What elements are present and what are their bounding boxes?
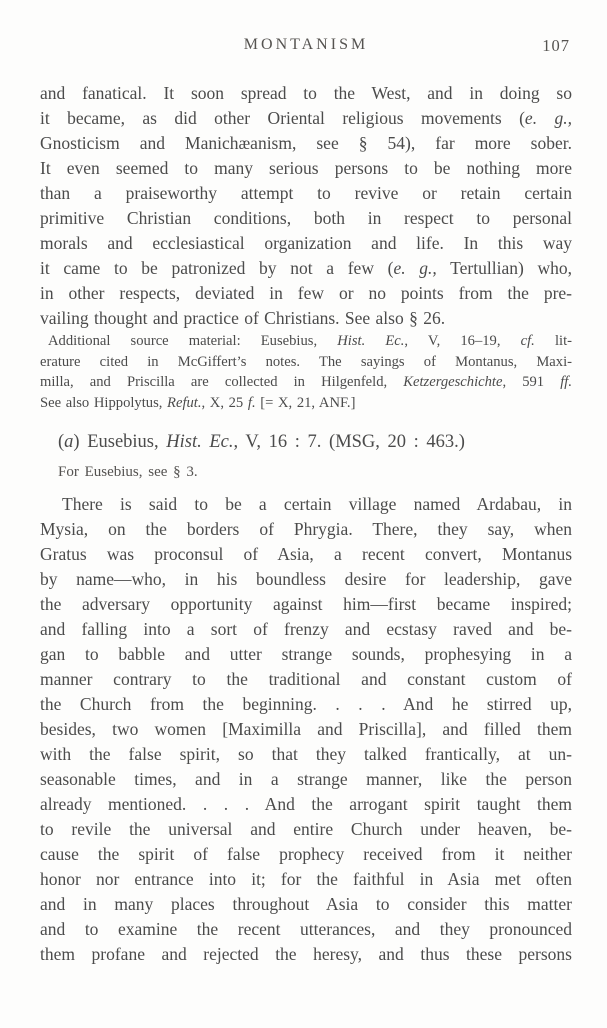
text-segment: lit- bbox=[534, 333, 572, 349]
italic-text: Refut. bbox=[167, 394, 202, 411]
book-page bbox=[0, 36, 607, 967]
italic-text: Ketzergeschichte bbox=[403, 374, 503, 390]
text-line bbox=[40, 181, 572, 206]
text-line bbox=[40, 281, 572, 306]
text-segment: cause the spirit of false prophecy received from it neither bbox=[40, 844, 572, 864]
text-segment: honor nor entrance into it; for the faithful in Asia met often bbox=[40, 869, 572, 889]
text-segment: Gnosticism and Manichæanism, see § 54), far more sober. bbox=[40, 133, 572, 153]
text-segment: For Eusebius, see § 3. bbox=[58, 464, 198, 480]
italic-text: a bbox=[64, 432, 74, 452]
text-segment: , 591 bbox=[502, 374, 561, 390]
text-segment: Mysia, on the borders of Phrygia. There, they say, when bbox=[40, 519, 572, 539]
text-segment: There is said to be a certain village named Ardabau, in bbox=[62, 494, 572, 514]
text-segment: seasonable times, and in a strange manner, like the person bbox=[40, 769, 572, 789]
text-segment: in other respects, deviated in few or no points from the pre- bbox=[40, 283, 572, 303]
italic-text: cf. bbox=[520, 333, 535, 349]
text-segment: , X, 25 bbox=[201, 394, 248, 411]
text-line bbox=[40, 517, 572, 542]
text-line bbox=[40, 592, 572, 617]
italic-text: Hist. Ec. bbox=[337, 333, 405, 349]
text-segment: primitive Christian conditions, both in respect to personal bbox=[40, 208, 572, 228]
text-segment: and to examine the recent utterances, and they pronounced bbox=[40, 919, 572, 939]
italic-text: f. bbox=[247, 394, 256, 411]
text-line bbox=[40, 372, 572, 393]
italic-text: ff. bbox=[560, 374, 572, 390]
text-line bbox=[40, 256, 572, 281]
text-line bbox=[40, 742, 572, 767]
text-segment: erature cited in McGiffert’s notes. The sayings of Montanus, Maxi- bbox=[40, 353, 572, 370]
text-line bbox=[40, 106, 572, 131]
text-line bbox=[40, 942, 572, 967]
text-line bbox=[40, 567, 572, 592]
text-line bbox=[40, 393, 572, 414]
text-segment: and fanatical. It soon spread to the West, and in doing so bbox=[40, 83, 572, 103]
text-segment: , V, 16 : 7. (MSG, 20 : 463.) bbox=[233, 432, 465, 452]
text-segment: them profane and rejected the heresy, and thus these persons bbox=[40, 944, 572, 964]
text-segment: milla, and Priscilla are collected in Hilgenfeld, bbox=[40, 374, 404, 390]
text-line bbox=[40, 131, 572, 156]
text-line bbox=[40, 352, 572, 373]
text-segment: Additional source material: Eusebius, bbox=[48, 333, 338, 349]
text-segment: by name—who, in his boundless desire for leadership, gave bbox=[40, 569, 572, 589]
text-line bbox=[40, 231, 572, 256]
text-segment: Gratus was proconsul of Asia, a recent convert, Montanus bbox=[40, 544, 572, 564]
text-segment: ) Eusebius, bbox=[73, 432, 167, 452]
text-segment: morals and ecclesiastical organization and life. In this way bbox=[40, 233, 572, 253]
text-segment: See also Hippolytus, bbox=[40, 394, 168, 411]
text-line bbox=[40, 692, 572, 717]
text-segment: besides, two women [Maximilla and Priscilla], and filled them bbox=[40, 719, 572, 739]
italic-text: Hist. Ec. bbox=[166, 432, 234, 452]
italic-text: e. g., bbox=[524, 108, 572, 128]
text-segment: it became, as did other Oriental religious movements ( bbox=[40, 108, 525, 128]
eusebius-note bbox=[40, 462, 572, 482]
text-segment: to revile the universal and entire Church under heaven, be- bbox=[40, 819, 572, 839]
text-segment: already mentioned. . . . And the arrogant spirit taught them bbox=[40, 794, 572, 814]
intro-paragraph bbox=[40, 81, 572, 331]
text-segment: and in many places throughout Asia to consider this matter bbox=[40, 894, 572, 914]
text-segment: manner contrary to the traditional and constant custom of bbox=[40, 669, 572, 689]
page-title: MONTANISM bbox=[243, 36, 369, 53]
page-number: 107 bbox=[542, 36, 570, 55]
text-line bbox=[40, 492, 572, 517]
text-segment: gan to babble and utter strange sounds, prophesying in a bbox=[40, 644, 572, 664]
text-line bbox=[40, 331, 572, 352]
text-segment: it came to be patronized by not a few ( bbox=[40, 258, 394, 278]
text-line bbox=[40, 617, 572, 642]
text-segment: Tertullian) who, bbox=[436, 258, 572, 278]
text-segment: , V, 16–19, bbox=[404, 333, 521, 349]
text-segment: vailing thought and practice of Christians. See also § 26. bbox=[40, 308, 446, 328]
text-line bbox=[40, 156, 572, 181]
source-note-paragraph bbox=[40, 331, 572, 413]
text-line bbox=[40, 767, 572, 792]
text-line bbox=[40, 792, 572, 817]
text-line bbox=[40, 717, 572, 742]
text-line bbox=[40, 817, 572, 842]
section-heading bbox=[40, 429, 572, 455]
text-segment: It even seemed to many serious persons to be nothing more bbox=[40, 158, 572, 178]
text-segment: [= X, 21, ANF.] bbox=[255, 394, 356, 411]
text-segment: with the false spirit, so that they talked frantically, at un- bbox=[40, 744, 572, 764]
text-line bbox=[40, 206, 572, 231]
text-segment: and falling into a sort of frenzy and ecstasy raved and be- bbox=[40, 619, 572, 639]
text-segment: ( bbox=[58, 432, 65, 452]
text-line bbox=[40, 81, 572, 106]
running-head bbox=[40, 36, 572, 56]
text-segment: the Church from the beginning. . . . And he stirred up, bbox=[40, 694, 572, 714]
text-line bbox=[40, 842, 572, 867]
italic-text: e. g., bbox=[393, 258, 437, 278]
text-line bbox=[40, 867, 572, 892]
text-line bbox=[40, 667, 572, 692]
text-line bbox=[40, 917, 572, 942]
text-line bbox=[40, 542, 572, 567]
excerpt-paragraph bbox=[40, 492, 572, 967]
text-line bbox=[40, 642, 572, 667]
text-segment: than a praiseworthy attempt to revive or retain certain bbox=[40, 183, 572, 203]
text-segment: the adversary opportunity against him—first became inspired; bbox=[40, 594, 572, 614]
text-line bbox=[40, 306, 572, 331]
text-line bbox=[40, 892, 572, 917]
